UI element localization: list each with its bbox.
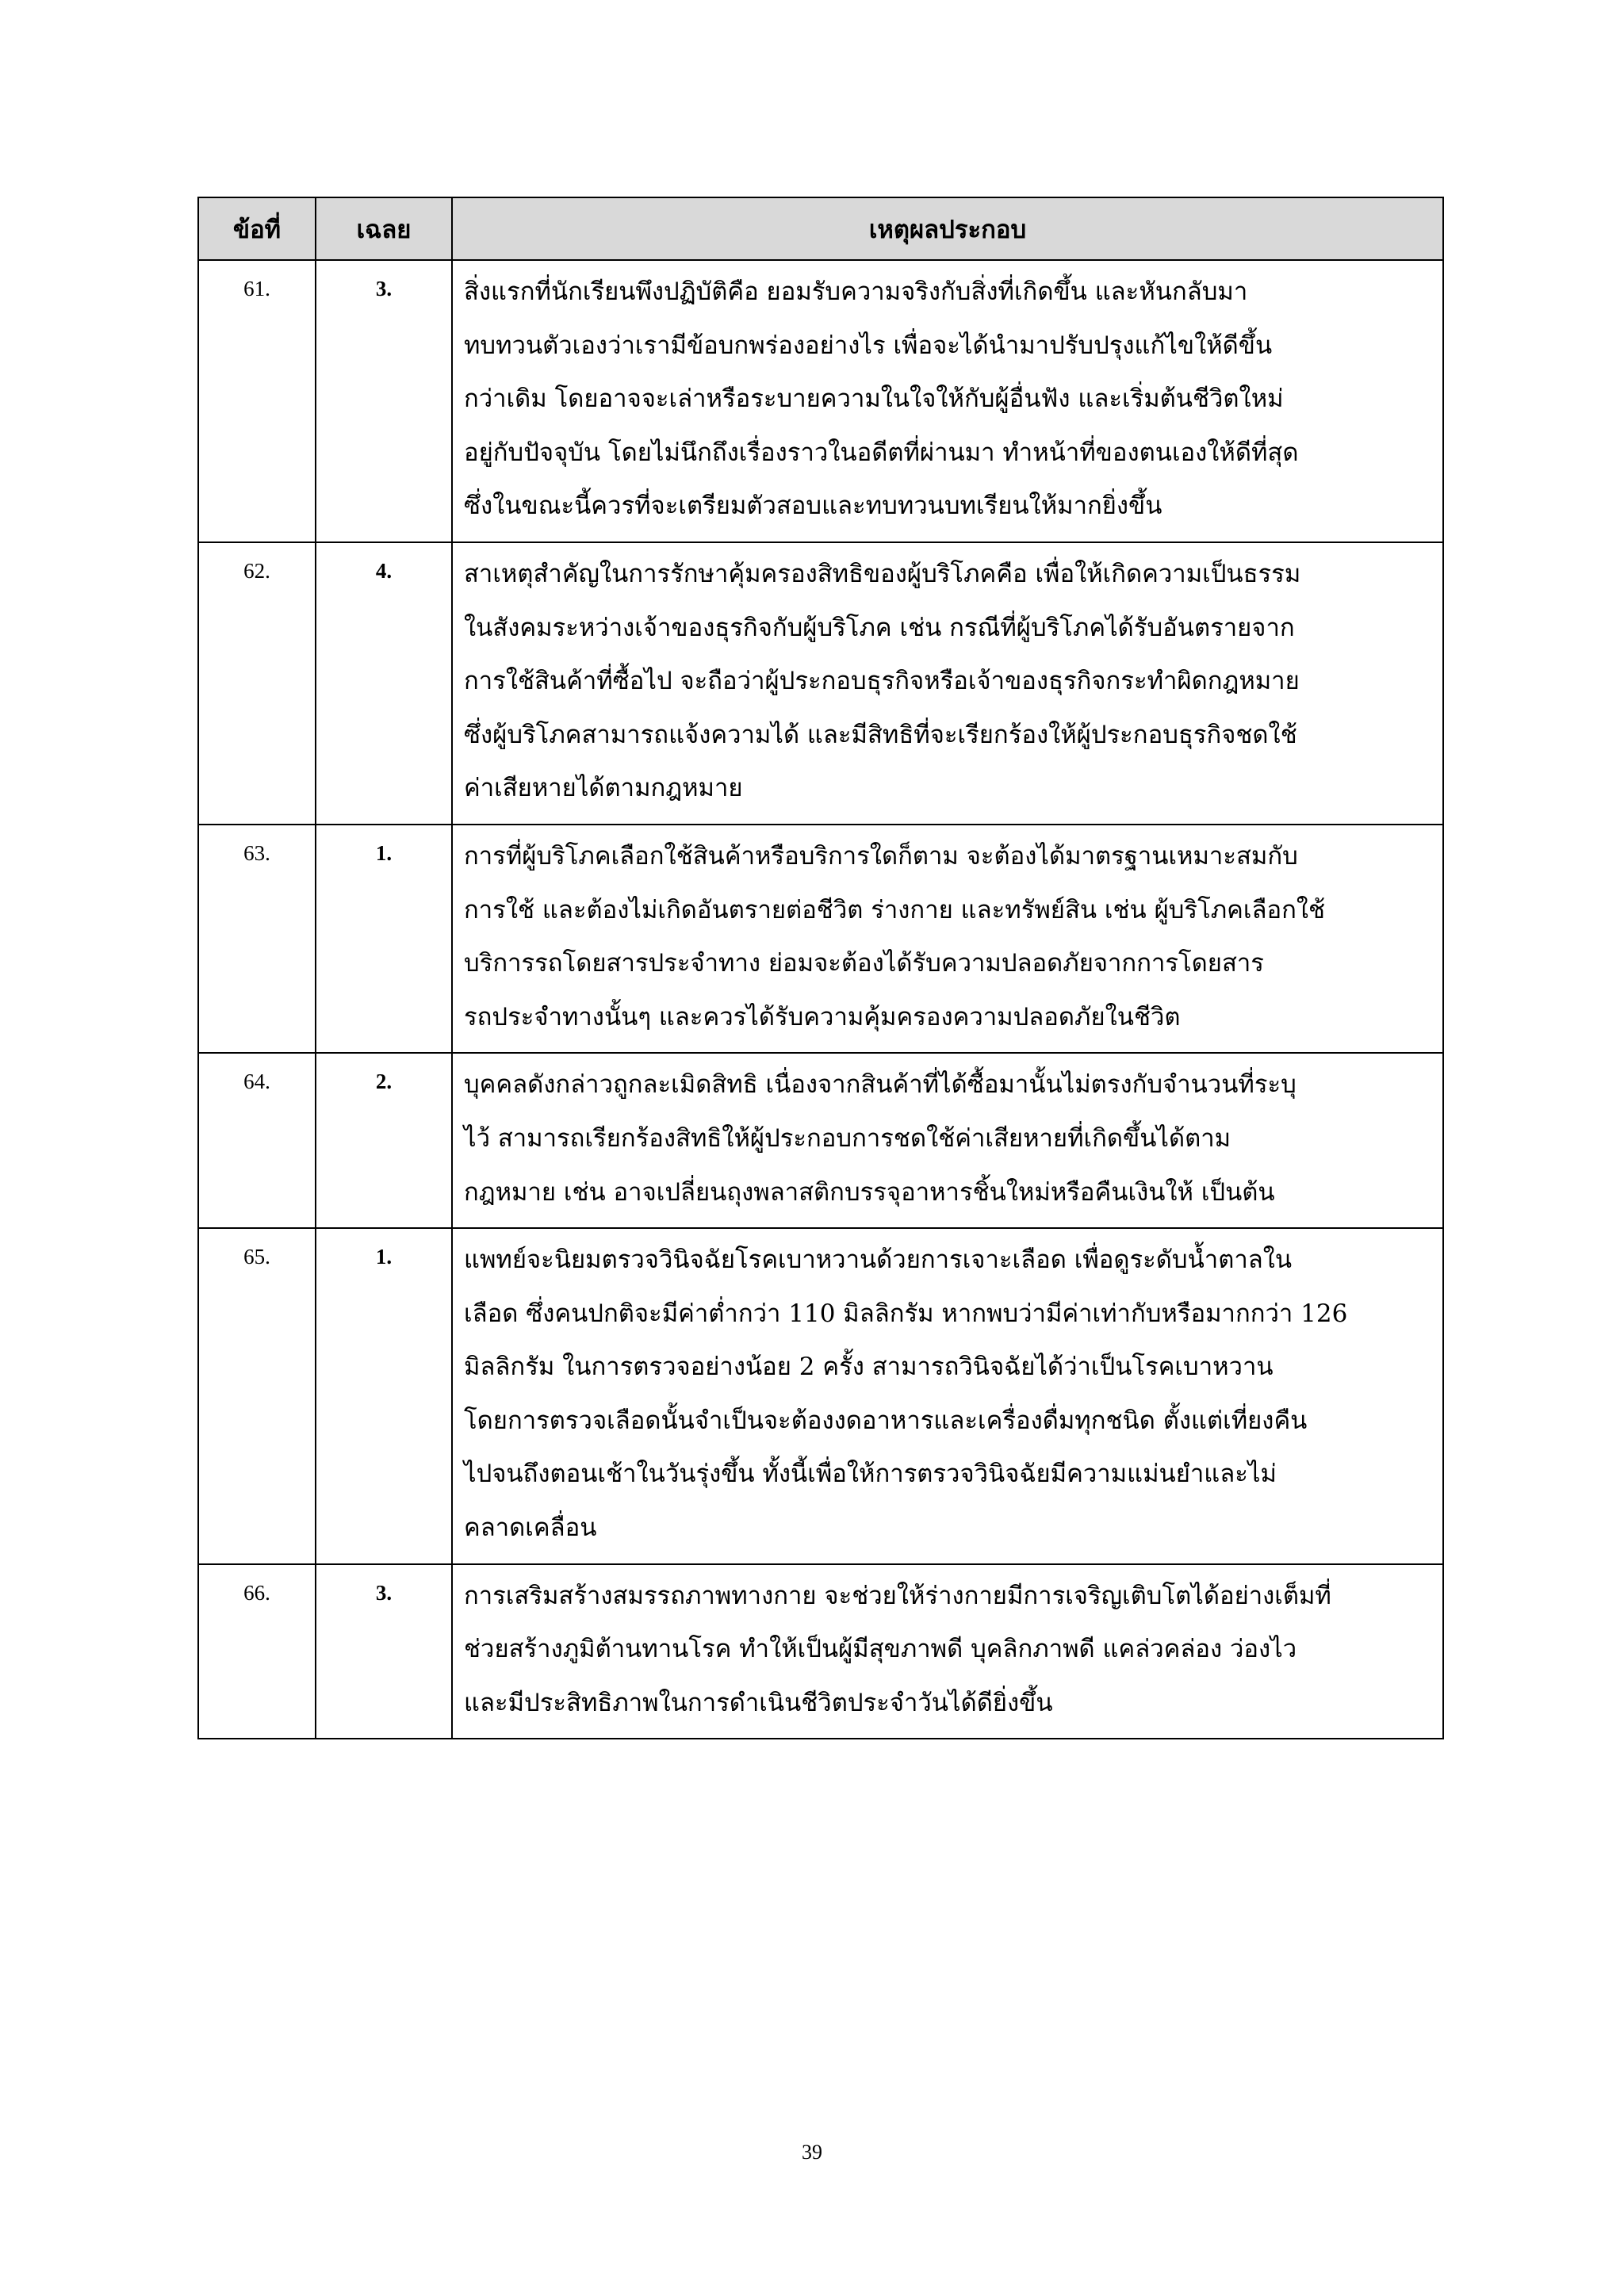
answer-key: 4. [316, 542, 452, 825]
reason-line: การใช้ และต้องไม่เกิดอันตรายต่อชีวิต ร่างกาย และทรัพย์สิน เช่น ผู้บริโภคเลือกใช้ [464, 895, 1326, 924]
page-number: 39 [802, 2141, 822, 2164]
reason-line: ซึ่งผู้บริโภคสามารถแจ้งความได้ และมีสิทธิที่จะเรียกร้องให้ผู้ประกอบธุรกิจชดใช้ [464, 720, 1297, 749]
question-number: 66. [198, 1564, 316, 1739]
reason-line: มิลลิกรัม ในการตรวจอย่างน้อย 2 ครั้ง สามารถวินิจฉัยได้ว่าเป็นโรคเบาหวาน [464, 1353, 1274, 1382]
question-number: 61. [198, 260, 316, 542]
reason-line: ทบทวนตัวเองว่าเรามีข้อบกพร่องอย่างไร เพื่อจะได้นำมาปรับปรุงแก้ไขให้ดีขึ้น [464, 331, 1273, 360]
answer-key: 3. [316, 1564, 452, 1739]
reason-line: ในสังคมระหว่างเจ้าของธุรกิจกับผู้บริโภค เช่น กรณีที่ผู้บริโภคได้รับอันตรายจาก [464, 613, 1295, 642]
question-number: 63. [198, 825, 316, 1053]
reason-cell [452, 260, 1443, 542]
table-row [198, 1564, 1443, 1739]
reason-line: ค่าเสียหายได้ตามกฎหมาย [464, 774, 743, 803]
table-row [198, 260, 1443, 542]
reason-cell [452, 1228, 1443, 1564]
reason-line: การใช้สินค้าที่ซื้อไป จะถือว่าผู้ประกอบธุรกิจหรือเจ้าของธุรกิจกระทำผิดกฎหมาย [464, 667, 1300, 696]
reason-line: สิ่งแรกที่นักเรียนพึงปฏิบัติคือ ยอมรับความจริงกับสิ่งที่เกิดขึ้น และหันกลับมา [464, 277, 1248, 306]
header-reason: เหตุผลประกอบ [452, 197, 1443, 260]
table-row [198, 542, 1443, 825]
reason-line: คลาดเคลื่อน [464, 1513, 597, 1543]
question-number: 62. [198, 542, 316, 825]
answer-key: 1. [316, 1228, 452, 1564]
table-row [198, 1053, 1443, 1228]
reason-line: ช่วยสร้างภูมิต้านทานโรค ทำให้เป็นผู้มีสุขภาพดี บุคลิกภาพดี แคล่วคล่อง ว่องไว [464, 1635, 1297, 1664]
reason-line: อยู่กับปัจจุบัน โดยไม่นึกถึงเรื่องราวในอดีตที่ผ่านมา ทำหน้าที่ของตนเองให้ดีที่สุด [464, 438, 1299, 467]
reason-line: การที่ผู้บริโภคเลือกใช้สินค้าหรือบริการใดก็ตาม จะต้องได้มาตรฐานเหมาะสมกับ [464, 841, 1298, 871]
reason-cell [452, 825, 1443, 1053]
answer-key: 1. [316, 825, 452, 1053]
reason-cell [452, 1053, 1443, 1228]
reason-line: โดยการตรวจเลือดนั้นจำเป็นจะต้องงดอาหารและเครื่องดื่มทุกชนิด ตั้งแต่เที่ยงคืน [464, 1406, 1308, 1435]
reason-line: และมีประสิทธิภาพในการดำเนินชีวิตประจำวันได้ดียิ่งขึ้น [464, 1688, 1053, 1717]
reason-line: รถประจำทางนั้นๆ และควรได้รับความคุ้มครองความปลอดภัยในชีวิต [464, 1002, 1181, 1031]
table-row [198, 1228, 1443, 1564]
reason-line: กว่าเดิม โดยอาจจะเล่าหรือระบายความในใจให้กับผู้อื่นฟัง และเริ่มต้นชีวิตใหม่ [464, 385, 1284, 414]
reason-line: กฎหมาย เช่น อาจเปลี่ยนถุงพลาสติกบรรจุอาหารชิ้นใหม่หรือคืนเงินให้ เป็นต้น [464, 1177, 1275, 1207]
question-number: 65. [198, 1228, 316, 1564]
reason-line: ไปจนถึงตอนเช้าในวันรุ่งขึ้น ทั้งนี้เพื่อให้การตรวจวินิจฉัยมีความแม่นยำและไม่ [464, 1460, 1277, 1489]
reason-line: เลือด ซึ่งคนปกติจะมีค่าต่ำกว่า 110 มิลลิกรัม หากพบว่ามีค่าเท่ากับหรือมากกว่า 126 [464, 1299, 1348, 1328]
reason-line: การเสริมสร้างสมรรถภาพทางกาย จะช่วยให้ร่างกายมีการเจริญเติบโตได้อย่างเต็มที่ [464, 1581, 1331, 1610]
table-header-row [198, 197, 1443, 260]
table-body [198, 260, 1443, 1739]
reason-line: บุคคลดังกล่าวถูกละเมิดสิทธิ เนื่องจากสินค้าที่ได้ซื้อมานั้นไม่ตรงกับจำนวนที่ระบุ [464, 1070, 1297, 1100]
reason-line: บริการรถโดยสารประจำทาง ย่อมจะต้องได้รับความปลอดภัยจากการโดยสาร [464, 949, 1264, 978]
header-answer: เฉลย [316, 197, 452, 260]
answer-table [197, 197, 1444, 1739]
reason-line: สาเหตุสำคัญในการรักษาคุ้มครองสิทธิของผู้บริโภคคือ เพื่อให้เกิดความเป็นธรรม [464, 559, 1301, 588]
answer-key: 2. [316, 1053, 452, 1228]
reason-cell [452, 542, 1443, 825]
reason-line: ซึ่งในขณะนี้ควรที่จะเตรียมตัวสอบและทบทวนบทเรียนให้มากยิ่งขึ้น [464, 492, 1162, 521]
table-row [198, 825, 1443, 1053]
reason-cell [452, 1564, 1443, 1739]
question-number: 64. [198, 1053, 316, 1228]
reason-line: ไว้ สามารถเรียกร้องสิทธิให้ผู้ประกอบการชดใช้ค่าเสียหายที่เกิดขึ้นได้ตาม [464, 1123, 1231, 1153]
answer-key: 3. [316, 260, 452, 542]
reason-line: แพทย์จะนิยมตรวจวินิจฉัยโรคเบาหวานด้วยการเจาะเลือด เพื่อดูระดับน้ำตาลใน [464, 1246, 1293, 1275]
header-number: ข้อที่ [198, 197, 316, 260]
